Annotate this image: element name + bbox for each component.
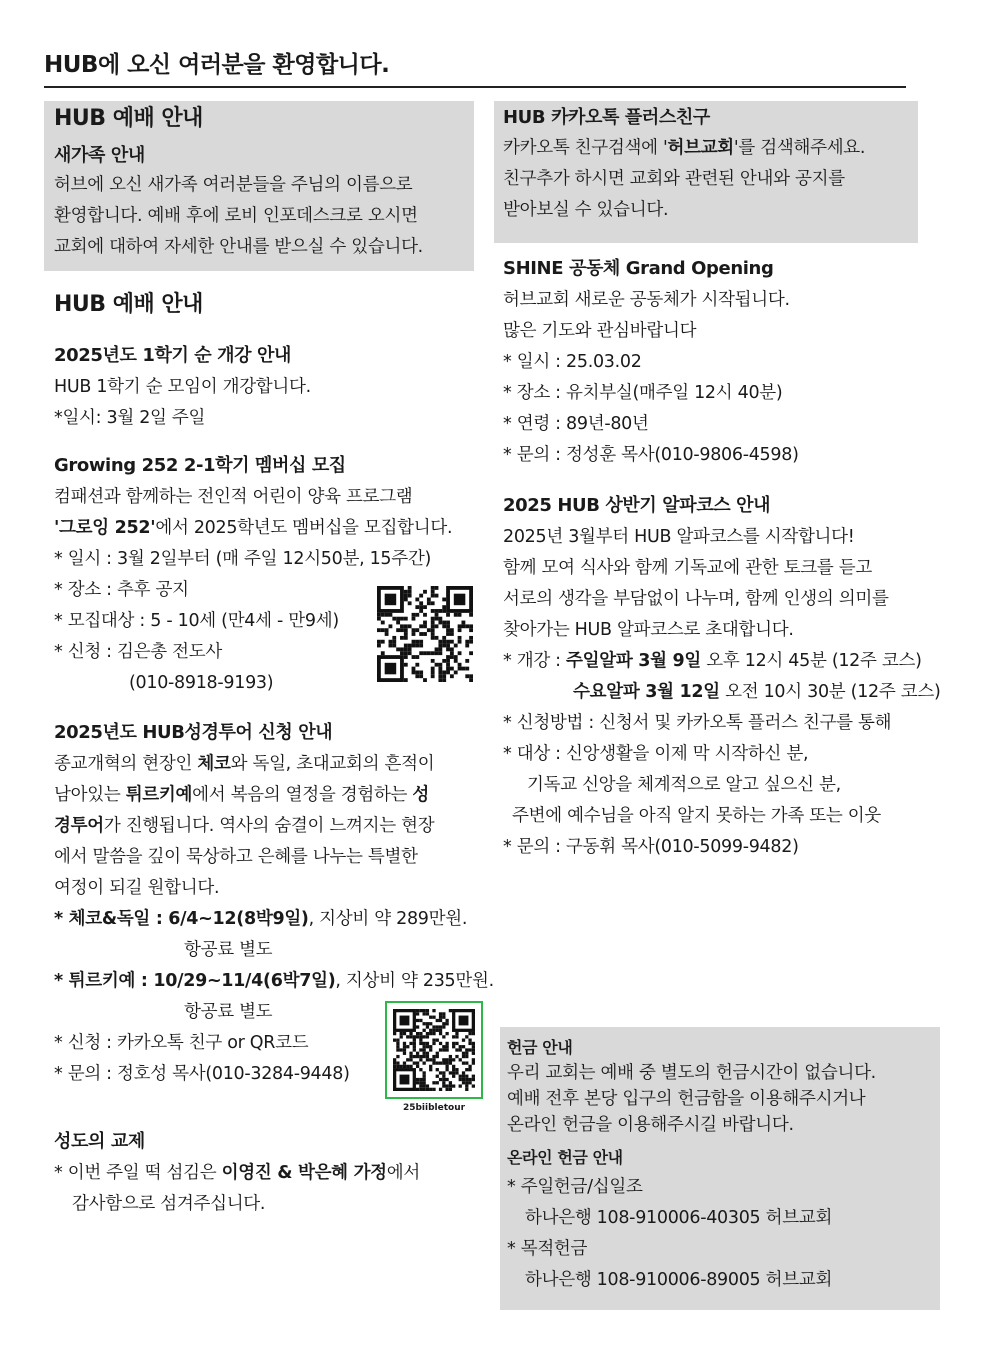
tour-title: 2025년도 HUB성경투어 신청 안내 (54, 722, 333, 743)
alpha-title: 2025 HUB 상반기 알파코스 안내 (503, 495, 771, 516)
tour-item-note: 항공료 별도 (184, 1002, 273, 1022)
kakao-text: 카카오톡 친구검색에 ' (503, 138, 668, 158)
welcome-subheading: 새가족 안내 (54, 145, 145, 166)
fellowship-family: 이영진 & 박은혜 가정 (221, 1163, 387, 1183)
tour-text: 와 독일, 초대교회의 흔적이 (230, 754, 435, 774)
alpha-item: * 대상 : 신앙생활을 이제 막 시작하신 분, (503, 744, 809, 764)
alpha-text: 오전 10시 30분 (12주 코스) (719, 682, 941, 702)
growing-qr-code[interactable] (377, 586, 473, 682)
tour-line: 에서 말씀을 깊이 묵상하고 은혜를 나누는 특별한 (54, 847, 418, 867)
tour-line (54, 780, 494, 811)
welcome-heading: HUB 예배 안내 (54, 106, 203, 131)
tour-item-cost: , 지상비 약 289만원. (308, 909, 468, 929)
growing-line-text: 에서 2025학년도 멤버십을 모집합니다. (155, 518, 453, 538)
kakao-title: HUB 카카오톡 플러스친구 (503, 107, 710, 128)
shine-item: * 문의 : 정성훈 목사(010-9806-4598) (503, 445, 799, 465)
tour-item (54, 904, 494, 935)
growing-line: 컴패션과 함께하는 전인적 어린이 양육 프로그램 (54, 487, 413, 507)
tour-item-dates: * 튀르키예 : 10/29~11/4(6박7일) (54, 971, 336, 991)
fellowship-line (54, 1158, 420, 1189)
growing-line (54, 513, 452, 544)
offering-item: * 주일헌금/십일조 (507, 1177, 643, 1197)
welcome-line: 환영합니다. 예배 후에 로비 인포데스크로 오시면 (54, 206, 418, 226)
tour-item-cost: , 지상비 약 235만원. (335, 971, 494, 991)
kakao-line: 받아보실 수 있습니다. (503, 200, 669, 220)
alpha-item: 기독교 신앙을 체계적으로 알고 싶으신 분, (527, 775, 841, 795)
tour-qr-caption: 25biibletour (402, 1103, 466, 1113)
kakao-line: 친구추가 하시면 교회와 관련된 안내와 공지를 (503, 169, 845, 189)
kakao-search-term: 허브교회 (667, 138, 734, 158)
alpha-item (503, 646, 940, 677)
tour-text: 종교개혁의 현장인 (54, 754, 198, 774)
growing-title: Growing 252 2-1학기 멤버십 모집 (54, 455, 346, 476)
tour-text-bold: 체코 (197, 754, 231, 774)
alpha-line: 2025년 3월부터 HUB 알파코스를 시작합니다! (503, 527, 855, 547)
alpha-section (503, 490, 940, 863)
semester-line: *일시: 3월 2일 주일 (54, 408, 206, 428)
offering-line: 예배 전후 본당 입구의 헌금함을 이용해주시거나 (507, 1089, 866, 1109)
growing-item: * 신청 : 김은총 전도사 (54, 642, 222, 662)
growing-item: * 일시 : 3월 2일부터 (매 주일 12시50분, 15주간) (54, 549, 432, 569)
semester-line: HUB 1학기 순 모임이 개강합니다. (54, 377, 311, 397)
shine-title: SHINE 공동체 Grand Opening (503, 258, 774, 279)
semester-section (54, 340, 311, 434)
shine-item: * 장소 : 유치부실(매주일 12시 40분) (503, 383, 783, 403)
fellowship-line: 감사함으로 섬겨주십니다. (72, 1194, 266, 1214)
shine-item: * 일시 : 25.03.02 (503, 352, 642, 372)
growing-item: (010-8918-9193) (129, 673, 274, 693)
tour-text: 에서 복음의 열정을 경험하는 (192, 785, 413, 805)
tour-text-bold: 튀르키예 (125, 785, 193, 805)
growing-program-name: '그로잉 252' (54, 518, 156, 538)
tour-text-bold: 경투어 (54, 816, 104, 836)
alpha-line: 찾아가는 HUB 알파코스로 초대합니다. (503, 620, 794, 640)
tour-line: 여정이 되길 원합니다. (54, 878, 220, 898)
alpha-course-name: 수요알파 3월 12일 (573, 682, 720, 702)
alpha-text: 오후 12시 45분 (12주 코스) (701, 651, 922, 671)
shine-section (503, 253, 799, 471)
growing-item: * 장소 : 추후 공지 (54, 580, 189, 600)
tour-text: 가 진행됩니다. 역사의 숨결이 느껴지는 현장 (103, 816, 435, 836)
offering-line: 우리 교회는 예배 중 별도의 헌금시간이 없습니다. (507, 1063, 876, 1083)
tour-text-bold: 성 (412, 785, 430, 805)
welcome-line: 교회에 대하여 자세한 안내를 받으실 수 있습니다. (54, 237, 423, 257)
offering-item: * 목적헌금 (507, 1239, 588, 1259)
tour-item-note: 항공료 별도 (184, 940, 273, 960)
offering-title: 헌금 안내 (507, 1038, 573, 1057)
tour-text: 남아있는 (54, 785, 126, 805)
online-offering-title: 온라인 헌금 안내 (507, 1148, 623, 1167)
shine-line: 허브교회 새로운 공동체가 시작됩니다. (503, 290, 790, 310)
fellowship-section (54, 1126, 420, 1220)
alpha-text: * 개강 : (503, 651, 567, 671)
tour-line (54, 811, 494, 842)
worship-heading: HUB 예배 안내 (54, 292, 203, 317)
alpha-line: 함께 모여 식사와 함께 기독교에 관한 토크를 듣고 (503, 558, 872, 578)
tour-item: * 신청 : 카카오톡 친구 or QR코드 (54, 1033, 309, 1053)
welcome-section (54, 102, 423, 263)
semester-title: 2025년도 1학기 순 개강 안내 (54, 345, 291, 366)
kakao-line (503, 133, 865, 164)
fellowship-text: * 이번 주일 떡 섬김은 (54, 1163, 222, 1183)
tour-line (54, 749, 494, 780)
fellowship-text: 에서 (386, 1163, 421, 1183)
tour-item-dates: * 체코&독일 : 6/4~12(8박9일) (54, 909, 309, 929)
kakao-text: '를 검색해주세요. (733, 138, 866, 158)
offering-account: 하나은행 108-910006-89005 허브교회 (525, 1270, 833, 1290)
page-title: HUB에 오신 여러분을 환영합니다. (44, 52, 390, 78)
alpha-item (503, 677, 940, 708)
kakao-section (503, 103, 865, 226)
shine-line: 많은 기도와 관심바랍니다 (503, 321, 697, 341)
title-divider (44, 86, 906, 88)
shine-item: * 연령 : 89년-80년 (503, 414, 649, 434)
tour-item (54, 966, 494, 997)
alpha-line: 서로의 생각을 부담없이 나누며, 함께 인생의 의미를 (503, 589, 889, 609)
offering-line: 온라인 헌금을 이용해주시길 바랍니다. (507, 1115, 794, 1135)
alpha-item: * 문의 : 구동휘 목사(010-5099-9482) (503, 837, 799, 857)
welcome-line: 허브에 오신 새가족 여러분들을 주님의 이름으로 (54, 175, 413, 195)
offering-section (507, 1036, 876, 1296)
offering-account: 하나은행 108-910006-40305 허브교회 (525, 1208, 833, 1228)
fellowship-title: 성도의 교제 (54, 1131, 145, 1152)
alpha-course-name: 주일알파 3월 9일 (566, 651, 702, 671)
growing-item: * 모집대상 : 5 - 10세 (만4세 - 만9세) (54, 611, 339, 631)
alpha-item: 주변에 예수님을 아직 알지 못하는 가족 또는 이웃 (512, 806, 881, 826)
tour-qr-code[interactable] (385, 1001, 483, 1099)
alpha-item: * 신청방법 : 신청서 및 카카오톡 플러스 친구를 통해 (503, 713, 892, 733)
tour-item: * 문의 : 정호성 목사(010-3284-9448) (54, 1064, 350, 1084)
